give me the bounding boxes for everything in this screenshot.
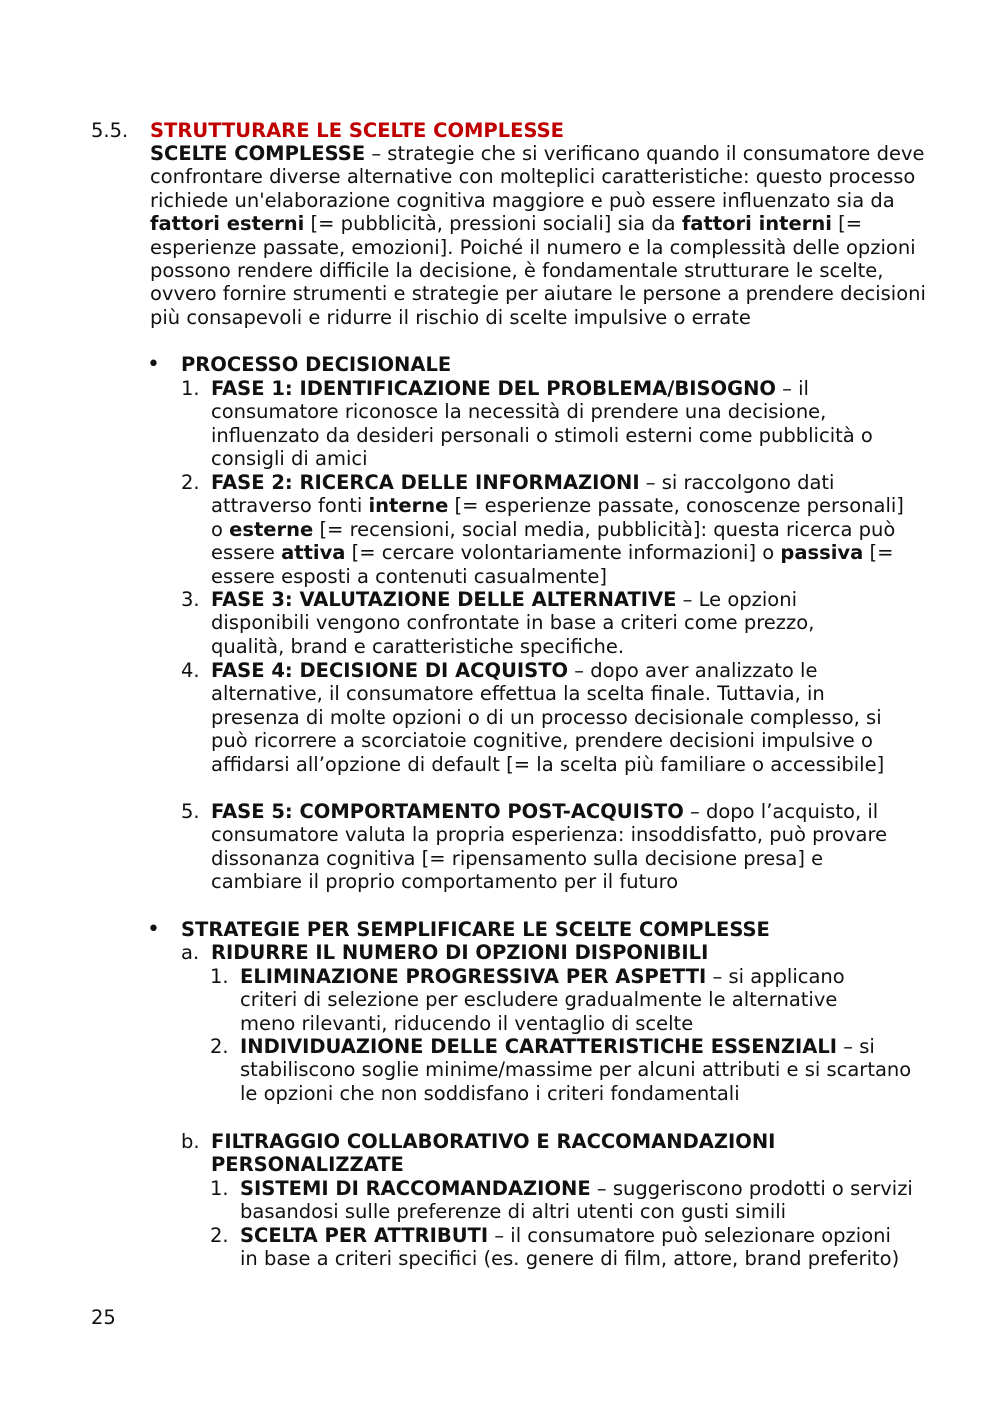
bullet-heading-processo: PROCESSO DECISIONALE: [181, 353, 452, 376]
intro-term: SCELTE COMPLESSE: [150, 142, 366, 165]
intro-bold-internal: fattori interni: [681, 212, 832, 236]
section-title: STRUTTURARE LE SCELTE COMPLESSE: [150, 119, 564, 142]
intro-bold-external: fattori esterni: [150, 212, 305, 236]
page-number: 25: [91, 1306, 116, 1329]
bullet-heading-strategie: STRATEGIE PER SEMPLIFICARE LE SCELTE COMPLESSE: [181, 918, 770, 941]
section-number: 5.5.: [91, 119, 129, 142]
intro-paragraph: SCELTE COMPLESSE – strategie che si verificano quando il consumatore deve confrontare diverse alternative con molteplici caratteristiche: questo processo richiede un'elaborazione cognitiva maggiore e può essere influenzato sia da fattori esterni [= pubblicità, pressioni sociali] sia da fattori interni [= esperienze passate, emozioni]. Poiché il numero e la complessità delle opzioni possono rendere difficile la decisione, è fondamentale strutturare le scelte, ovvero fornire strumenti e strategie per aiutare le persone a prendere decisioni più consapevoli e ridurre il rischio di scelte impulsive o errate: [150, 142, 926, 329]
bullet-dot: •: [147, 352, 160, 377]
bullet-dot: •: [147, 917, 160, 942]
document-page: 5.5. STRUTTURARE LE SCELTE COMPLESSE SCELTE COMPLESSE – strategie che si verificano quando il consumatore deve confrontare diverse alternative con molteplici caratteristiche: questo processo richiede un'elaborazione cognitiva maggiore e può essere influenzato sia da fattori esterni [= pubblicità, pressioni sociali] sia da fattori interni [= esperienze passate, emozioni]. Poiché il numero e la complessità delle opzioni possono rendere difficile la decisione, è fondamentale strutturare le scelte, ovvero fornire strumenti e strategie per aiutare le persone a prendere decisioni più consapevoli e ridurre il rischio di scelte impulsive o errate • PROCESSO DECISIONALE 1. FASE 1: IDENTIFICAZIONE DEL PROBLEMA/BISOGNO – il consumatore riconosce la necessità di prendere una decisione, influenzato da desideri personali o stimoli esterni come pubblicità o consigli di amici 2. FASE 2: RICERCA DELLE INFORMAZIONI – si raccolgono dati attraverso fonti interne [= esperienze passate, conoscenze personali] o esterne [= recensioni, social media, pubblicità]: questa ricerca può essere attiva [= cercare volontariamente informazioni] o passiva [= essere esposti a contenuti casualmente] 3. FASE 3: VALUTAZIONE DELLE ALTERNATIVE – Le opzioni disponibili vengono confrontate in base a criteri come prezzo, qualità, brand e caratteristiche specifiche. 4. FASE 4: DECISIONE DI ACQUISTO – dopo aver analizzato le alternative, il consumatore effettua la scelta finale. Tuttavia, in presenza di molte opzioni o di un processo decisionale complesso, si può ricorrere a scorciatoie cognitive, prendere decisioni impulsive o affidarsi all’opzione di default [= la scelta più familiare o accessibile] 5. FASE 5: COMPORTAMENTO POST-ACQUISTO – dopo l’acquisto, il consumatore valuta la propria esperienza: insoddisfatto, può provare dissonanza cognitiva [= ripensamento sulla decisione presa] e cambiare il proprio comportamento per il futuro • STRATEGIE PER SEMPLIFICARE LE SCELTE COMPLESSE a. RIDURRE IL NUMERO DI OPZIONI DISPONIBILI 1. ELIMINAZIONE PROGRESSIVA PER ASPETTI – si applicano criteri di selezione per escludere gradualmente le alternative meno rilevanti, riducendo il ventaglio di scelte 2. INDIVIDUAZIONE DELLE CARATTERISTICHE ESSENZIALI – si stabiliscono soglie minime/massime per alcuni attributi e si scartano le opzioni che non soddisfano i criteri fondamentali b. FILTRAGGIO COLLABORATIVO E RACCOMANDAZIONI PERSONALIZZATE 1. SISTEMI DI RACCOMANDAZIONE – suggeriscono prodotti o servizi basandosi sulle preferenze di altri utenti con gusti simili 2. SCELTA PER ATTRIBUTI – il consumatore può selezionare opzioni in base a criteri specifici (es. genere di film, attore, brand preferito) 25: [0, 0, 1000, 1414]
